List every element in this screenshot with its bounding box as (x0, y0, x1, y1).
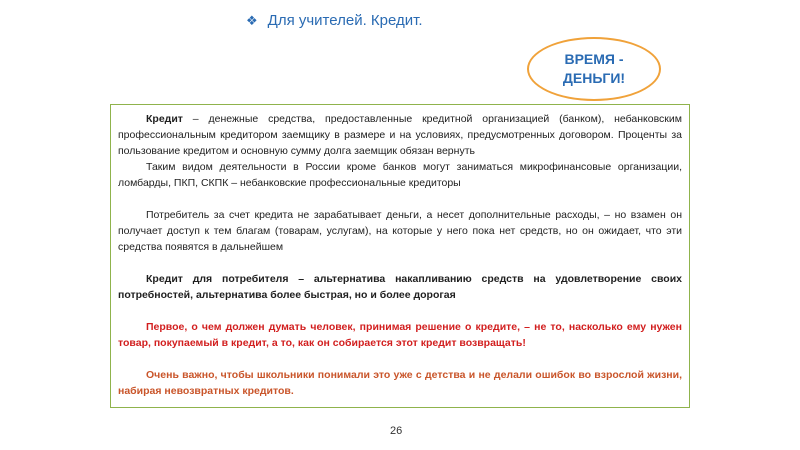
diamond-bullet-icon: ❖ (246, 12, 258, 28)
paragraph-credit-alternative: Кредит для потребителя – альтернатива накапливанию средств на удовлетворение своих потребностей, альтернатива более быстрая, но и более дорогая (118, 273, 682, 301)
paragraph-first-thought: Первое, о чем должен думать человек, принимая решение о кредите, – не то, насколько ему нужен товар, покупаемый в кредит, а то, как он собирается этот кредит возвращать! (118, 321, 682, 349)
spacer (118, 191, 682, 207)
credit-term: Кредит (146, 113, 183, 125)
credit-definition-text: – денежные средства, предоставленные кредитной организацией (банком), небанковским профессиональным кредитором заемщику в размере и на условиях, предусмотренных договором. Проценты за пользование кредитом и основную сумму долга заемщик обязан вернуть (118, 113, 682, 157)
paragraph-lenders: Таким видом деятельности в России кроме банков могут заниматься микрофинансовые организации, ломбарды, ПКП, СКПК – небанковские профессиональные кредиторы (118, 161, 682, 189)
content-box (110, 104, 690, 408)
slide-title-text: Для учителей. Кредит. (267, 12, 423, 29)
paragraph-credit-definition (118, 111, 682, 159)
spacer (118, 303, 682, 319)
paragraph-schoolchildren: Очень важно, чтобы школьники понимали это уже с детства и не делали ошибок во взрослой жизни, набирая невозвратных кредитов. (118, 369, 682, 397)
paragraph-consumer-costs: Потребитель за счет кредита не зарабатывает деньги, а несет дополнительные расходы, – но взамен он получает доступ к тем благам (товарам, услугам), на которые у него пока нет средств, но он ожидает, что эти средства появятся в дальнейшем (118, 209, 682, 253)
spacer (118, 255, 682, 271)
slide-title (246, 12, 423, 29)
badge-line-2: ДЕНЬГИ! (562, 70, 626, 86)
time-money-badge (527, 37, 661, 101)
spacer (118, 351, 682, 367)
page-number: 26 (390, 425, 403, 437)
badge-line-1: ВРЕМЯ - (564, 51, 624, 67)
